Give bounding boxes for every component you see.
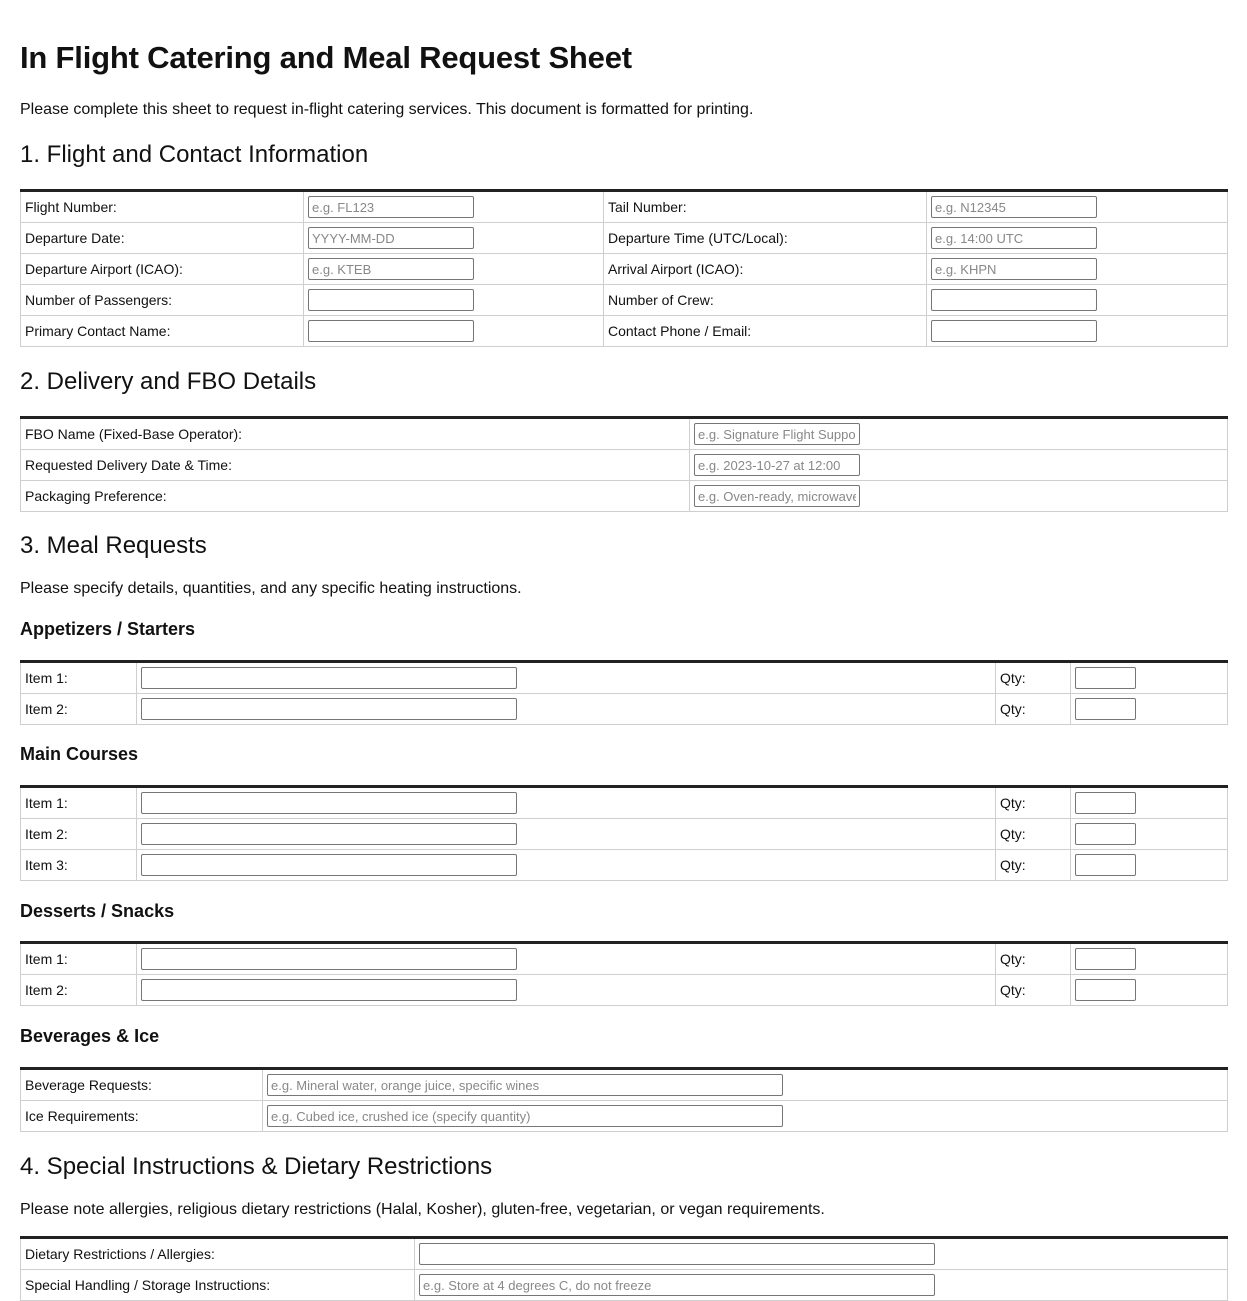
dietary-restrictions-input[interactable] <box>419 1243 935 1265</box>
appetizers-table <box>20 660 1228 725</box>
departure-time-label: Departure Time (UTC/Local): <box>604 223 927 254</box>
qty-label: Qty: <box>996 819 1071 850</box>
table-row <box>21 850 1228 881</box>
crew-label: Number of Crew: <box>604 285 927 316</box>
dessert-item-1-input[interactable] <box>141 948 517 970</box>
table-row <box>21 254 1228 285</box>
table-row <box>21 481 1228 512</box>
crew-input[interactable] <box>931 289 1097 311</box>
table-row <box>21 1069 1228 1101</box>
table-row <box>21 1270 1228 1301</box>
beverage-requests-input[interactable] <box>267 1074 783 1096</box>
qty-label: Qty: <box>996 975 1071 1006</box>
flight-contact-table <box>20 189 1228 347</box>
qty-label: Qty: <box>996 787 1071 819</box>
delivery-datetime-label: Requested Delivery Date & Time: <box>21 450 690 481</box>
table-row <box>21 1101 1228 1132</box>
table-row <box>21 662 1228 694</box>
dietary-restrictions-label: Dietary Restrictions / Allergies: <box>21 1238 415 1270</box>
departure-airport-input[interactable] <box>308 258 474 280</box>
contact-phone-email-input[interactable] <box>931 320 1097 342</box>
contact-phone-email-label: Contact Phone / Email: <box>604 316 927 347</box>
item-label: Item 1: <box>21 787 137 819</box>
passengers-label: Number of Passengers: <box>21 285 304 316</box>
main-item-2-input[interactable] <box>141 823 517 845</box>
appetizer-item-2-input[interactable] <box>141 698 517 720</box>
beverage-requests-label: Beverage Requests: <box>21 1069 263 1101</box>
main-item-3-input[interactable] <box>141 854 517 876</box>
ice-requirements-label: Ice Requirements: <box>21 1101 263 1132</box>
arrival-airport-label: Arrival Airport (ICAO): <box>604 254 927 285</box>
contact-name-input[interactable] <box>308 320 474 342</box>
intro-text: Please complete this sheet to request in-flight catering services. This document is formatted for printing. <box>20 101 754 118</box>
departure-date-label: Departure Date: <box>21 223 304 254</box>
tail-number-label: Tail Number: <box>604 191 927 223</box>
delivery-fbo-table <box>20 416 1228 512</box>
special-handling-input[interactable] <box>419 1274 935 1296</box>
dessert-item-2-qty-input[interactable] <box>1075 979 1136 1001</box>
contact-name-label: Primary Contact Name: <box>21 316 304 347</box>
departure-time-input[interactable] <box>931 227 1097 249</box>
desserts-table <box>20 941 1228 1006</box>
departure-date-input[interactable] <box>308 227 474 249</box>
table-row <box>21 1238 1228 1270</box>
appetizer-item-2-qty-input[interactable] <box>1075 698 1136 720</box>
section-4-heading: 4. Special Instructions & Dietary Restrictions <box>20 1153 493 1180</box>
table-row <box>21 316 1228 347</box>
qty-label: Qty: <box>996 662 1071 694</box>
item-label: Item 2: <box>21 975 137 1006</box>
section-2-heading: 2. Delivery and FBO Details <box>20 368 317 395</box>
dessert-item-1-qty-input[interactable] <box>1075 948 1136 970</box>
flight-number-label: Flight Number: <box>21 191 304 223</box>
page-title: In Flight Catering and Meal Request Sheet <box>20 40 632 75</box>
appetizers-heading: Appetizers / Starters <box>20 619 196 639</box>
dietary-description: Please note allergies, religious dietary restrictions (Halal, Kosher), gluten-free, vegetarian, or vegan requirements. <box>20 1201 825 1218</box>
appetizer-item-1-qty-input[interactable] <box>1075 667 1136 689</box>
departure-airport-label: Departure Airport (ICAO): <box>21 254 304 285</box>
table-row <box>21 285 1228 316</box>
beverages-table <box>20 1067 1228 1132</box>
table-row <box>21 223 1228 254</box>
item-label: Item 1: <box>21 662 137 694</box>
dessert-item-2-input[interactable] <box>141 979 517 1001</box>
main-item-1-input[interactable] <box>141 792 517 814</box>
special-handling-label: Special Handling / Storage Instructions: <box>21 1270 415 1301</box>
meal-requests-description: Please specify details, quantities, and any specific heating instructions. <box>20 580 522 597</box>
arrival-airport-input[interactable] <box>931 258 1097 280</box>
packaging-input[interactable] <box>694 485 860 507</box>
main-item-3-qty-input[interactable] <box>1075 854 1136 876</box>
item-label: Item 3: <box>21 850 137 881</box>
main-courses-table <box>20 785 1228 881</box>
main-courses-heading: Main Courses <box>20 744 139 764</box>
section-1-heading: 1. Flight and Contact Information <box>20 141 369 168</box>
qty-label: Qty: <box>996 694 1071 725</box>
packaging-label: Packaging Preference: <box>21 481 690 512</box>
table-row <box>21 975 1228 1006</box>
table-row <box>21 450 1228 481</box>
desserts-heading: Desserts / Snacks <box>20 901 175 921</box>
section-3-heading: 3. Meal Requests <box>20 532 207 559</box>
table-row <box>21 418 1228 450</box>
appetizer-item-1-input[interactable] <box>141 667 517 689</box>
beverages-heading: Beverages & Ice <box>20 1026 160 1046</box>
ice-requirements-input[interactable] <box>267 1105 783 1127</box>
qty-label: Qty: <box>996 943 1071 975</box>
table-row <box>21 787 1228 819</box>
special-instructions-table <box>20 1236 1228 1301</box>
main-item-1-qty-input[interactable] <box>1075 792 1136 814</box>
passengers-input[interactable] <box>308 289 474 311</box>
table-row <box>21 819 1228 850</box>
qty-label: Qty: <box>996 850 1071 881</box>
fbo-name-label: FBO Name (Fixed-Base Operator): <box>21 418 690 450</box>
item-label: Item 1: <box>21 943 137 975</box>
fbo-name-input[interactable] <box>694 423 860 445</box>
item-label: Item 2: <box>21 819 137 850</box>
table-row <box>21 191 1228 223</box>
item-label: Item 2: <box>21 694 137 725</box>
tail-number-input[interactable] <box>931 196 1097 218</box>
flight-number-input[interactable] <box>308 196 474 218</box>
main-item-2-qty-input[interactable] <box>1075 823 1136 845</box>
table-row <box>21 943 1228 975</box>
delivery-datetime-input[interactable] <box>694 454 860 476</box>
table-row <box>21 694 1228 725</box>
